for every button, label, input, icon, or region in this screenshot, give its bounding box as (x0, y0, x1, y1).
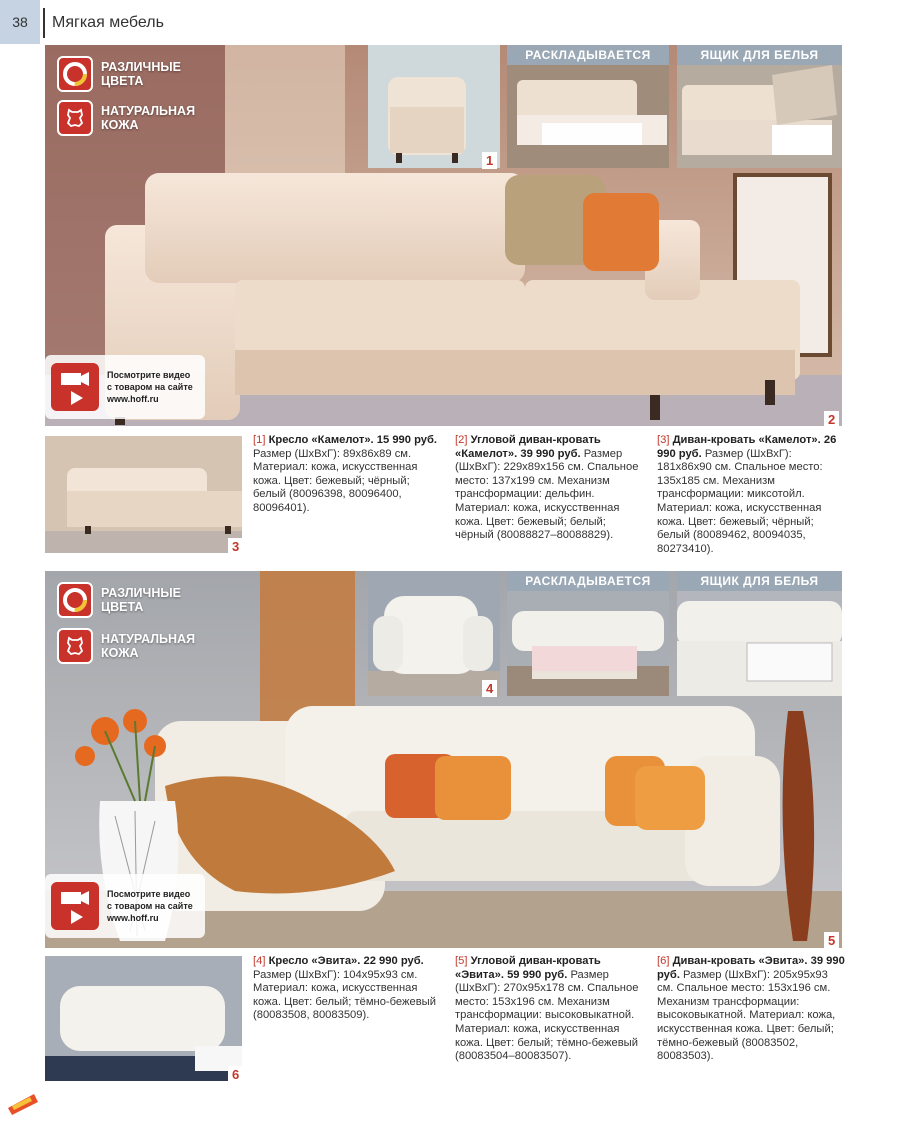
product-3-name: Диван-кровать «Камелот». (672, 434, 821, 446)
photo-number-3: 3 (228, 538, 243, 555)
various-colors-badge (57, 56, 211, 92)
video-promo-evita[interactable] (45, 874, 205, 938)
various-colors-badge-evita (57, 582, 211, 618)
unfolds-tag-evita: РАСКЛАДЫВАЕТСЯ (507, 571, 669, 591)
photo-number-6: 6 (228, 1066, 243, 1083)
product-1-details: Размер (ШхВхГ): 89х86х89 см. Материал: кожа, искусственная кожа. Цвет: бежевый; чёрный; белый (80096398, 80096400, 80096401). (253, 447, 418, 514)
product-2-ref: [2] (455, 434, 468, 446)
product-6-description (657, 955, 847, 1064)
product-5-details: Размер (ШхВхГ): 270х95х178 см. Спальное место: 153х196 см. Механизм трансформации: высоковыкатной. Материал: кожа, искусственная кожа. Цвет: белый; тёмно-бежевый (80083504–80083507). (455, 968, 639, 1063)
product-5-price: 59 990 руб. (507, 968, 568, 981)
product-2-name: Угловой диван-кровать «Камелот». (455, 434, 601, 460)
product-1-description (253, 434, 443, 516)
product-3-description (657, 434, 847, 556)
product-2-description (455, 434, 645, 543)
leather-hide-icon (57, 628, 93, 664)
color-wheel-icon (57, 582, 93, 618)
evita-armchair-photo (368, 571, 500, 696)
product-1-ref: [1] (253, 434, 266, 446)
header-divider (43, 8, 45, 38)
product-6-name: Диван-кровать «Эвита». (672, 955, 808, 967)
natural-leather-label: НАТУРАЛЬНАЯ КОЖА (101, 104, 196, 132)
product-4-description (253, 955, 448, 1023)
storage-tag-evita: ЯЩИК ДЛЯ БЕЛЬЯ (677, 571, 842, 591)
product-5-name: Угловой диван-кровать «Эвита». (455, 955, 601, 981)
store-logo-icon (6, 1088, 40, 1116)
camelot-armchair-photo (368, 45, 500, 168)
product-2-details: Размер (ШхВхГ): 229х89х156 см. Спальное место: 137х199 см. Механизм трансформации: дельфин. Материал: кожа, искусственная кожа. Цвет: бежевый; белый; чёрный (80088827–80088829). (455, 447, 639, 542)
natural-leather-badge (57, 100, 211, 136)
product-3-price: 26 990 руб. (657, 434, 837, 460)
camelot-sofa-bed-photo (45, 436, 242, 553)
product-4-price: 22 990 руб. (363, 955, 424, 967)
color-wheel-icon (57, 56, 93, 92)
product-4-ref: [4] (253, 955, 266, 967)
leather-hide-icon (57, 100, 93, 136)
product-6-details: Размер (ШхВхГ): 205х95х93 см. Спальное место: 153х196 см. Механизм трансформации: высоковыкатной. Материал: кожа, искусственная кожа. Цвет: белый; тёмно-бежевый (80083502, 80083503). (657, 968, 836, 1063)
photo-number-4: 4 (482, 680, 497, 697)
product-6-price: 39 990 руб. (657, 955, 845, 981)
section-title: Мягкая мебель (52, 14, 164, 31)
product-1-price: 15 990 руб. (376, 434, 438, 446)
photo-number-5: 5 (824, 932, 839, 949)
page-number: 38 (0, 0, 40, 44)
product-4-name: Кресло «Эвита». (268, 955, 361, 967)
product-5-ref: [5] (455, 955, 468, 967)
video-promo-text: Посмотрите видео с товаром на сайте www.hoff.ru (107, 889, 193, 923)
video-camera-icon (51, 882, 99, 930)
product-2-price: 39 990 руб. (520, 447, 581, 460)
photo-number-1: 1 (482, 152, 497, 169)
video-camera-icon (51, 363, 99, 411)
various-colors-label: РАЗЛИЧНЫЕ ЦВЕТА (101, 60, 181, 88)
storage-tag-camelot: ЯЩИК ДЛЯ БЕЛЬЯ (677, 45, 842, 65)
product-6-ref: [6] (657, 955, 670, 967)
photo-number-2: 2 (824, 411, 839, 428)
product-5-description (455, 955, 645, 1064)
natural-leather-badge-evita (57, 628, 211, 664)
unfolds-tag-camelot: РАСКЛАДЫВАЕТСЯ (507, 45, 669, 65)
product-4-details: Размер (ШхВхГ): 104х95х93 см. Материал: кожа, искусственная кожа. Цвет: белый; тёмно-бежевый (80083508, 80083509). (253, 968, 436, 1022)
natural-leather-label: НАТУРАЛЬНАЯ КОЖА (101, 632, 196, 660)
evita-sofa-bed-photo (45, 956, 242, 1081)
product-3-details: Размер (ШхВхГ): 181х86х90 см. Спальное место: 135х185 см. Механизм трансформации: миксотойл. Материал: кожа, искусственная кожа. Цвет: бежевый; чёрный; белый (80089462, 80094035, 80273410). (657, 447, 823, 555)
product-3-ref: [3] (657, 434, 670, 446)
video-promo-camelot[interactable] (45, 355, 205, 419)
video-promo-text: Посмотрите видео с товаром на сайте www.hoff.ru (107, 370, 193, 404)
product-1-name: Кресло «Камелот». (268, 434, 374, 446)
various-colors-label: РАЗЛИЧНЫЕ ЦВЕТА (101, 586, 181, 614)
